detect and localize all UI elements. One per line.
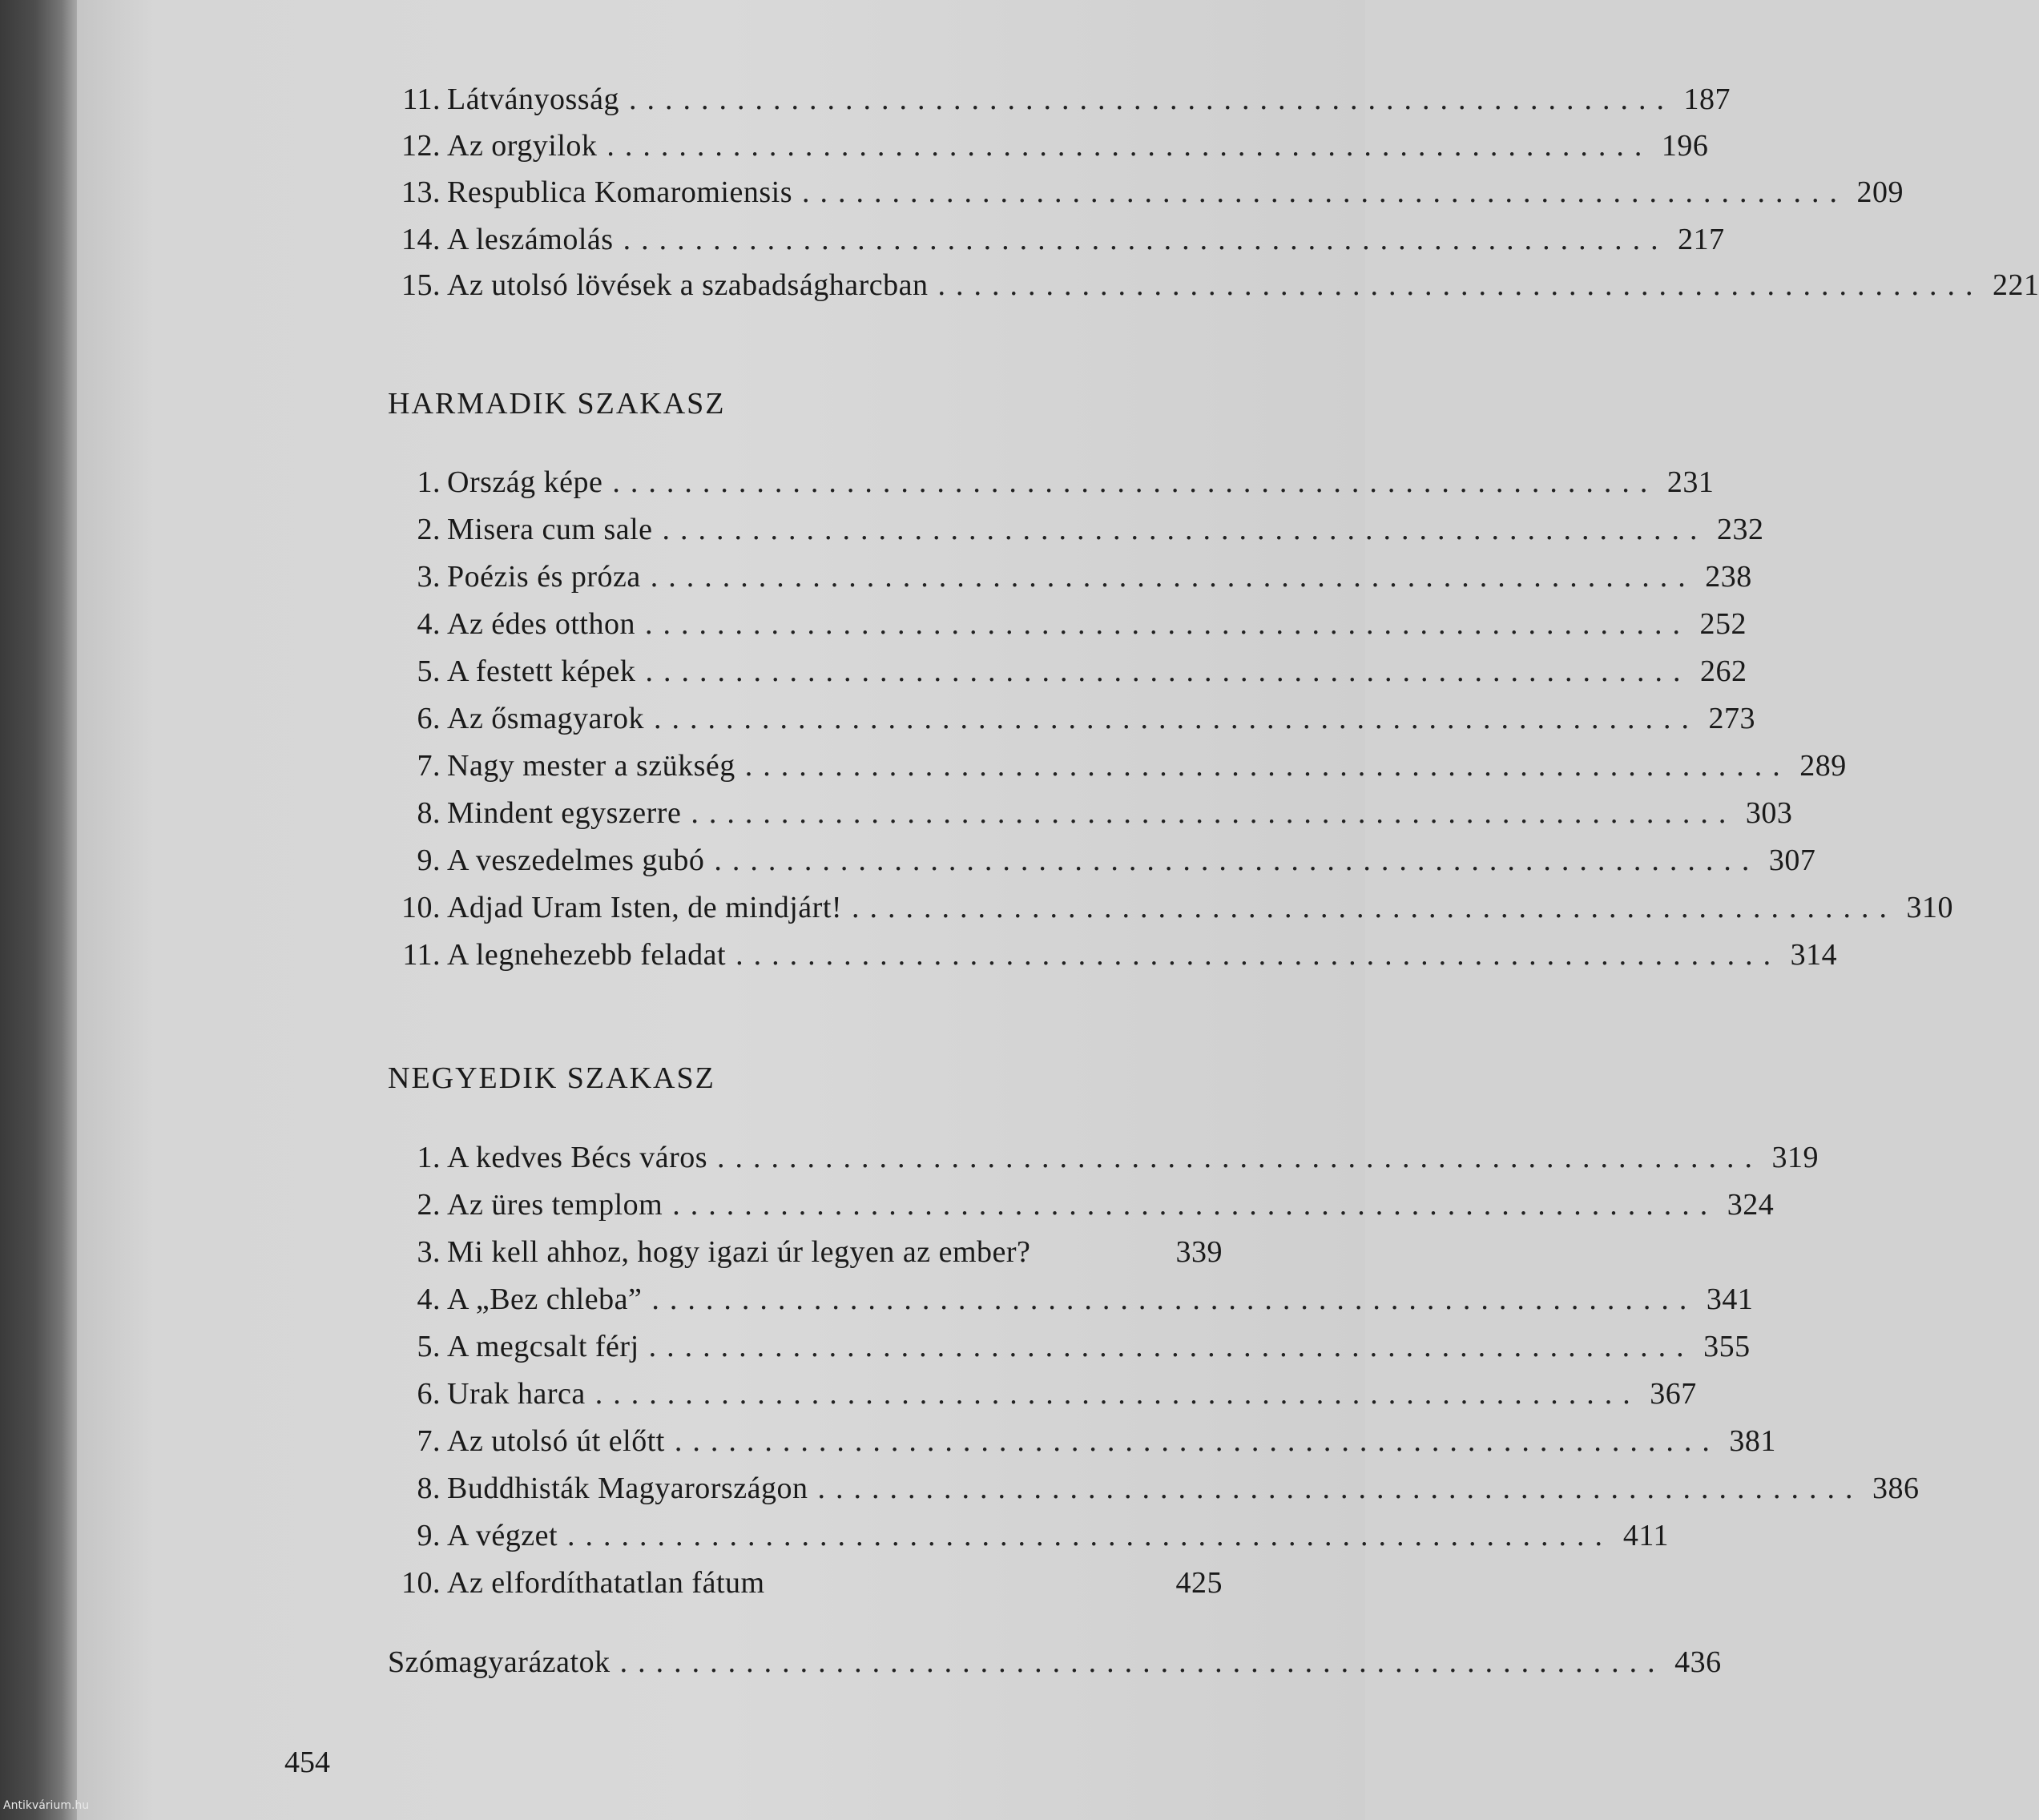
toc-entry-page: 436 <box>1674 1645 1722 1679</box>
dot-leader: .......................................................... <box>674 1424 1720 1458</box>
toc-entry-title: Urak harca <box>447 1377 586 1411</box>
toc-entry-page: 252 <box>1699 607 1747 641</box>
toc-entry-number: 6. <box>417 1377 441 1411</box>
dot-leader: .......................................................... <box>691 796 1737 830</box>
toc-entry-number: 3. <box>417 1235 441 1269</box>
dot-leader: .......................................................... <box>644 607 1690 641</box>
dot-leader: .......................................................... <box>594 1377 1641 1411</box>
dot-leader: .......................................................... <box>714 844 1760 877</box>
toc-entry-number: 5. <box>417 654 441 688</box>
toc-entry-title: Misera cum sale <box>447 513 653 546</box>
toc-entry-number: 7. <box>417 1424 441 1458</box>
dot-leader: .......................................................... <box>654 702 1700 735</box>
toc-entry-page: 310 <box>1906 891 1954 924</box>
toc-entry-number: 14. <box>401 223 441 256</box>
toc-entry-number: 10. <box>401 891 441 924</box>
toc-entry <box>388 1140 1819 1185</box>
toc-entry-page: 324 <box>1727 1188 1775 1222</box>
toc-entry-number: 5. <box>417 1330 441 1363</box>
toc-entry <box>388 1565 1223 1610</box>
toc-entry-number: 2. <box>417 513 441 546</box>
toc-entry-page: 425 <box>1175 1566 1223 1600</box>
toc-entry-number: 7. <box>417 749 441 783</box>
toc-entry-page: 314 <box>1790 938 1838 972</box>
toc-entry <box>388 222 1725 267</box>
watermark: Antikvárium.hu <box>3 1799 90 1812</box>
toc-entry <box>388 1376 1697 1421</box>
toc-entry-number: 2. <box>417 1188 441 1222</box>
toc-entry-page: 209 <box>1856 175 1904 209</box>
toc-entry-title: Ország képe <box>447 465 603 499</box>
page-number: 454 <box>284 1746 330 1779</box>
section-heading: NEGYEDIK SZAKASZ <box>388 1061 715 1095</box>
dot-leader: .......................................................... <box>651 1282 1698 1316</box>
dot-leader: .......................................................... <box>628 83 1674 116</box>
dot-leader: .......................................................... <box>623 223 1669 256</box>
toc-entry-title: Az ősmagyarok <box>447 702 645 735</box>
toc-entry <box>388 701 1756 746</box>
toc-entry-number: 1. <box>417 465 441 499</box>
toc-entry-title: Az utolsó lövések a szabadságharcban <box>447 268 929 302</box>
toc-entry-glossary <box>388 1645 1722 1689</box>
toc-entry-page: 289 <box>1799 749 1847 783</box>
toc-entry-title: Az elfordíthatatlan fátum <box>447 1566 765 1600</box>
toc-entry-number: 3. <box>417 560 441 594</box>
toc-entry-title: A kedves Bécs város <box>447 1141 708 1174</box>
toc-entry <box>388 606 1747 651</box>
toc-entry <box>388 1329 1751 1374</box>
section-heading: HARMADIK SZAKASZ <box>388 387 726 421</box>
toc-entry-number: 4. <box>417 1282 441 1316</box>
dot-leader: .......................................................... <box>662 513 1708 546</box>
dot-leader: .......................................................... <box>852 891 1898 924</box>
toc-entry-page: 307 <box>1768 844 1816 877</box>
toc-entry-number: 12. <box>401 129 441 163</box>
toc-entry-page: 231 <box>1666 465 1715 499</box>
toc-entry-page: 196 <box>1661 129 1709 163</box>
toc-entry-title: Az utolsó út előtt <box>447 1424 665 1458</box>
dot-leader: .......................................................... <box>645 654 1691 688</box>
dot-leader: .......................................................... <box>937 268 1984 302</box>
toc-entry-title: Poézis és próza <box>447 560 641 594</box>
dot-leader: .......................................................... <box>612 465 1658 499</box>
toc-entry <box>388 890 1954 935</box>
toc-entry-title: Az orgyilok <box>447 129 598 163</box>
toc-entry-title: Az üres templom <box>447 1188 663 1222</box>
toc-entry <box>388 1471 1920 1516</box>
toc-entry-page: 221 <box>1992 268 2039 302</box>
toc-entry-page: 367 <box>1650 1377 1697 1411</box>
dot-leader: .......................................................... <box>606 129 1653 163</box>
dot-leader: .......................................................... <box>744 749 1791 783</box>
toc-entry-number: 8. <box>417 1472 441 1505</box>
dot-leader: .......................................................... <box>817 1472 1864 1505</box>
dot-leader: .......................................................... <box>648 1330 1694 1363</box>
toc-entry <box>388 559 1752 604</box>
toc-entry-number: 9. <box>417 844 441 877</box>
toc-entry-number: 6. <box>417 702 441 735</box>
toc-entry <box>388 1423 1776 1468</box>
toc-entry-title: A megcsalt férj <box>447 1330 639 1363</box>
toc-entry <box>388 512 1764 557</box>
toc-entry-page: 187 <box>1683 83 1731 116</box>
toc-entry-page: 411 <box>1622 1519 1670 1552</box>
toc-entry-page: 238 <box>1705 560 1752 594</box>
toc-entry <box>388 654 1747 699</box>
toc-entry-number: 11. <box>402 83 441 116</box>
toc-entry-title: Mi kell ahhoz, hogy igazi úr legyen az ember? <box>447 1235 1031 1269</box>
toc-entry-title: A „Bez chleba” <box>447 1282 643 1316</box>
toc-entry <box>388 82 1731 127</box>
toc-entry-title: Respublica Komaromiensis <box>447 175 792 209</box>
toc-entry <box>388 748 1847 793</box>
dot-leader: .......................................................... <box>801 175 1848 209</box>
toc-entry-title: Mindent egyszerre <box>447 796 682 830</box>
dot-leader: .......................................................... <box>650 560 1696 594</box>
toc-entry-title: Nagy mester a szükség <box>447 749 735 783</box>
toc-entry-title: Látványosság <box>447 83 619 116</box>
toc-entry <box>388 1187 1775 1232</box>
toc-entry-page: 341 <box>1706 1282 1754 1316</box>
toc-entry <box>388 1234 1223 1279</box>
toc-entry-number: 10. <box>401 1566 441 1600</box>
toc-entry-page: 386 <box>1872 1472 1920 1505</box>
toc-entry <box>388 843 1816 888</box>
toc-entry-title: Az édes otthon <box>447 607 635 641</box>
toc-entry-title: A festett képek <box>447 654 636 688</box>
toc-entry <box>388 268 2039 312</box>
toc-entry-title: Adjad Uram Isten, de mindjárt! <box>447 891 843 924</box>
toc-entry-page: 262 <box>1699 654 1747 688</box>
toc-entry <box>388 465 1715 509</box>
toc-entry-title: A legnehezebb feladat <box>447 938 727 972</box>
toc-entry-page: 381 <box>1729 1424 1776 1458</box>
toc-entry-page: 303 <box>1745 796 1793 830</box>
toc-entry-page: 232 <box>1717 513 1764 546</box>
toc-entry-number: 15. <box>401 268 441 302</box>
toc-entry-number: 1. <box>417 1141 441 1174</box>
toc-entry <box>388 1282 1754 1327</box>
toc-entry <box>388 1518 1670 1563</box>
dot-leader: .......................................................... <box>735 938 1782 972</box>
toc-entry-number: 13. <box>401 175 441 209</box>
toc-entry-page: 217 <box>1678 223 1725 256</box>
dot-leader: .......................................................... <box>672 1188 1719 1222</box>
toc-entry-number: 11. <box>402 938 441 972</box>
toc-entry-title: A veszedelmes gubó <box>447 844 705 877</box>
toc-entry <box>388 937 1838 982</box>
toc-entry <box>388 795 1793 840</box>
toc-entry-page: 273 <box>1708 702 1756 735</box>
toc-entry-number: 8. <box>417 796 441 830</box>
dot-leader: .......................................................... <box>717 1141 1763 1174</box>
dot-leader: .......................................................... <box>567 1519 1614 1552</box>
toc-entry-title: Buddhisták Magyarországon <box>447 1472 808 1505</box>
toc-entry-title: A leszámolás <box>447 223 614 256</box>
toc-entry-page: 319 <box>1771 1141 1819 1174</box>
toc-entry-page: 339 <box>1175 1235 1223 1269</box>
toc-entry-title: Szómagyarázatok <box>388 1645 610 1679</box>
dot-leader: .......................................................... <box>619 1645 1666 1679</box>
toc-entry-number: 4. <box>417 607 441 641</box>
toc-entry <box>388 128 1709 173</box>
toc-entry-number: 9. <box>417 1519 441 1552</box>
toc-entry <box>388 175 1904 219</box>
toc-entry-page: 355 <box>1703 1330 1751 1363</box>
toc-entry-title: A végzet <box>447 1519 558 1552</box>
